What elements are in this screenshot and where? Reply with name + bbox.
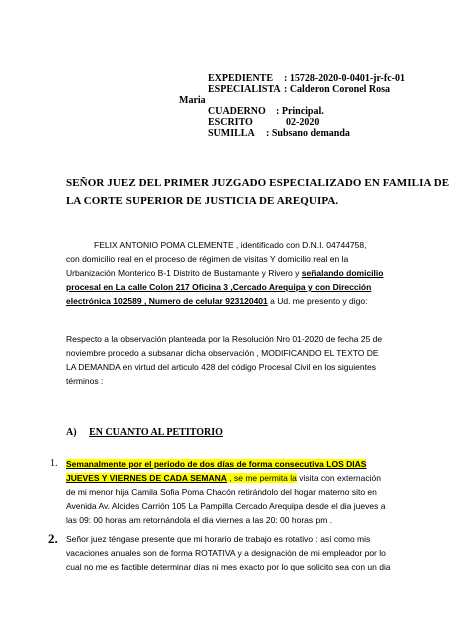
expediente-value: : 15728-2020-0-0401-jr-fc-01 <box>284 73 405 84</box>
item-2-line-1: Señor juez téngase presente que mi horario de trabajo es rotativo : así como mis <box>66 534 371 544</box>
item-1-number: 1. <box>50 458 58 469</box>
domicile-highlight: señalando domicilio <box>301 268 384 278</box>
salutation-line-2: LA CORTE SUPERIOR DE JUSTICIA DE AREQUIPA. <box>66 195 339 207</box>
item-1-line-1 <box>66 459 366 469</box>
sumilla-value: : Subsano demanda <box>266 128 350 139</box>
especialista-label: ESPECIALISTA <box>208 84 281 95</box>
item-1-line-2-rest: visita con externación <box>296 473 381 483</box>
intro-line-1-rest: , identificado con D.N.I. 04744758, <box>233 240 367 250</box>
intro-line-2: con domicilio real en el proceso de régimen de visitas Y domicilio real en la <box>66 254 349 264</box>
item-1-highlight-days: JUEVES Y VIERNES DE CADA SEMANA <box>66 473 227 483</box>
header-block <box>0 0 474 140</box>
obs-line-2: noviembre procedo a subsanar dicha observación , MODIFICANDO EL TEXTO DE <box>66 348 379 358</box>
expediente-label: EXPEDIENTE <box>208 73 274 84</box>
intro-line-3 <box>66 268 383 278</box>
item-2-line-2: vacaciones anuales son de forma ROTATIVA y a designación de mi empleador por lo <box>66 548 386 558</box>
sumilla-label: SUMILLA <box>208 128 255 139</box>
item-1-line-4: Avenida Av. Alcides Carrión 105 La Pampilla Cercado Arequipa desde el dia jueves a <box>66 501 386 511</box>
item-1-highlight-2: , se me permita la <box>226 473 297 483</box>
especialista-value: : Calderon Coronel Rosa <box>284 84 391 95</box>
obs-line-3: LA DEMANDA en virtud del articulo 428 del código Procesal Civil en los siguientes <box>66 362 376 372</box>
section-a-title: EN CUANTO AL PETITORIO <box>89 427 223 438</box>
item-1-highlight-1: Semanalmente por el periodo de dos días de forma consecutiva LOS DIAS <box>66 459 367 469</box>
contact-info: electrónica 102589 , Numero de celular 923120401 <box>66 296 268 306</box>
item-1-line-5: las 09: 00 horas am retornándola el dia viernes a las 20: 00 horas pm . <box>66 515 333 525</box>
petitioner-name: FELIX ANTONIO POMA CLEMENTE <box>94 240 234 250</box>
item-2-line-3: cual no me es factible determinar días ni mes exacto por lo que solicito sea con un dia <box>66 562 391 572</box>
intro-line-5 <box>66 296 367 306</box>
obs-line-1: Respecto a la observación planteada por la Resolución Nro 01-2020 de fecha 25 de <box>66 334 383 344</box>
intro-line-3-text: Urbanización Monterico B-1 Distrito de Bustamante y Rivero y <box>66 268 302 278</box>
especialista-value-cont: Maria <box>179 95 206 106</box>
intro-line-1 <box>94 240 366 250</box>
salutation-line-1: SEÑOR JUEZ DEL PRIMER JUZGADO ESPECIALIZADO EN FAMILIA DE <box>66 177 450 189</box>
escrito-label: ESCRITO <box>208 117 253 128</box>
cuaderno-label: CUADERNO <box>208 106 266 117</box>
escrito-value: 02-2020 <box>286 117 320 128</box>
intro-line-4: procesal en La calle Colon 217 Oficina 3 ,Cercado Arequipa y con Dirección <box>66 282 372 292</box>
item-1-line-2 <box>66 473 381 483</box>
item-2-number: 2. <box>48 531 58 546</box>
section-a-letter: A) <box>66 427 77 438</box>
cuaderno-value: : Principal. <box>276 106 324 117</box>
intro-line-5-rest: a Ud. me presento y digo: <box>267 296 368 306</box>
section-a-heading <box>66 427 223 438</box>
item-1-line-3: de mi menor hija Camila Sofia Poma Chacón retirándolo del hogar materno sito en <box>66 487 377 497</box>
obs-line-4: términos : <box>66 376 104 386</box>
